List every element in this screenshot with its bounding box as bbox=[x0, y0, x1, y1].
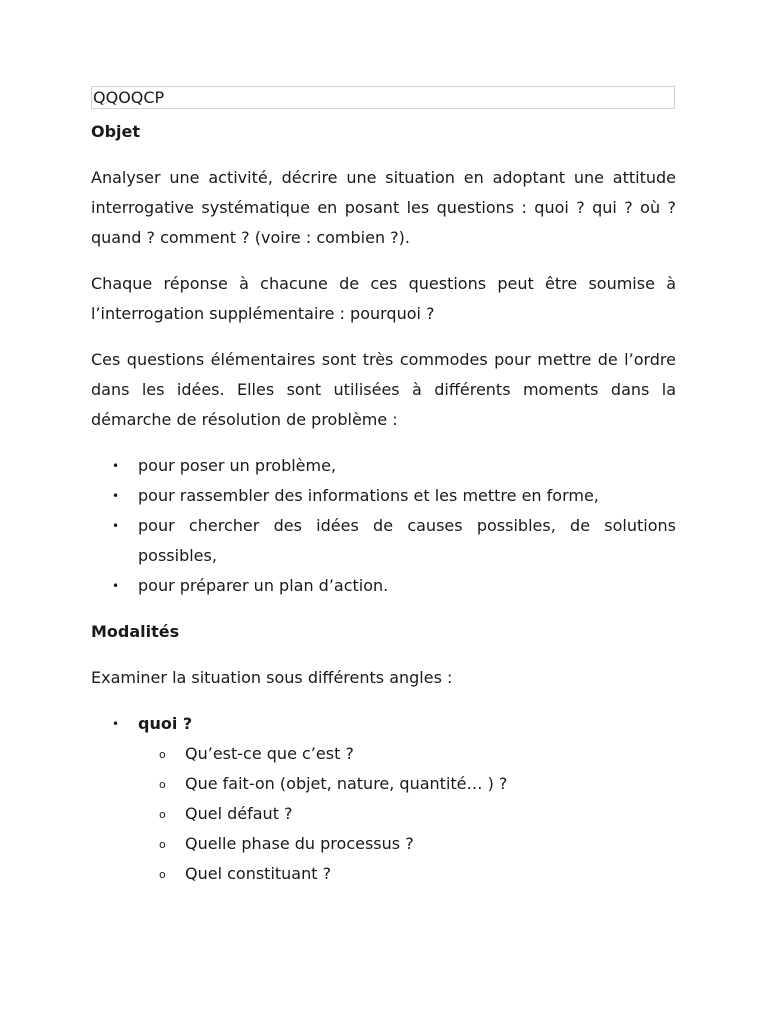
bullet-icon: • bbox=[112, 579, 120, 593]
circle-bullet-icon: o bbox=[159, 808, 166, 821]
bullet-icon: • bbox=[112, 459, 120, 473]
section-heading-objet: Objet bbox=[91, 122, 141, 141]
bullet-icon: • bbox=[112, 489, 120, 503]
bullet-icon: • bbox=[112, 717, 120, 731]
list-item: • pour chercher des idées de causes possibles, de solutions possibles, bbox=[91, 511, 676, 571]
circle-bullet-icon: o bbox=[159, 838, 166, 851]
angle-label-quoi: quoi ? bbox=[138, 714, 193, 733]
document-body bbox=[91, 117, 676, 889]
section-heading-modalites: Modalités bbox=[91, 622, 180, 641]
circle-bullet-icon: o bbox=[159, 868, 166, 881]
paragraph-1: Analyser une activité, décrire une situation en adoptant une attitude interrogative systématique en posant les questions : quoi ? qui ? où ? quand ? comment ? (voire : combien ?). bbox=[91, 168, 676, 247]
list-item: o Quel constituant ? bbox=[138, 859, 676, 889]
list-item: o Qu’est-ce que c’est ? bbox=[138, 739, 676, 769]
list-item bbox=[91, 709, 676, 889]
paragraph-2: Chaque réponse à chacune de ces questions peut être soumise à l’interrogation supplémentaire : pourquoi ? bbox=[91, 274, 676, 323]
list-item: o Quelle phase du processus ? bbox=[138, 829, 676, 859]
circle-bullet-icon: o bbox=[159, 748, 166, 761]
bullet-list-uses bbox=[91, 451, 676, 601]
modalites-intro: Examiner la situation sous différents angles : bbox=[91, 668, 453, 687]
circle-bullet-icon: o bbox=[159, 778, 166, 791]
bullet-icon: • bbox=[112, 519, 120, 533]
bullet-list-angles bbox=[91, 709, 676, 889]
list-item: • pour poser un problème, bbox=[91, 451, 676, 481]
list-item: • pour rassembler des informations et les mettre en forme, bbox=[91, 481, 676, 511]
list-item: o Quel défaut ? bbox=[138, 799, 676, 829]
sub-bullet-list bbox=[138, 739, 676, 889]
list-item: o Que fait-on (objet, nature, quantité… ) ? bbox=[138, 769, 676, 799]
document-title: QQOQCP bbox=[91, 86, 675, 109]
paragraph-3: Ces questions élémentaires sont très commodes pour mettre de l’ordre dans les idées. Elles sont utilisées à différents moments dans la démarche de résolution de problème : bbox=[91, 350, 676, 429]
list-item: • pour préparer un plan d’action. bbox=[91, 571, 676, 601]
